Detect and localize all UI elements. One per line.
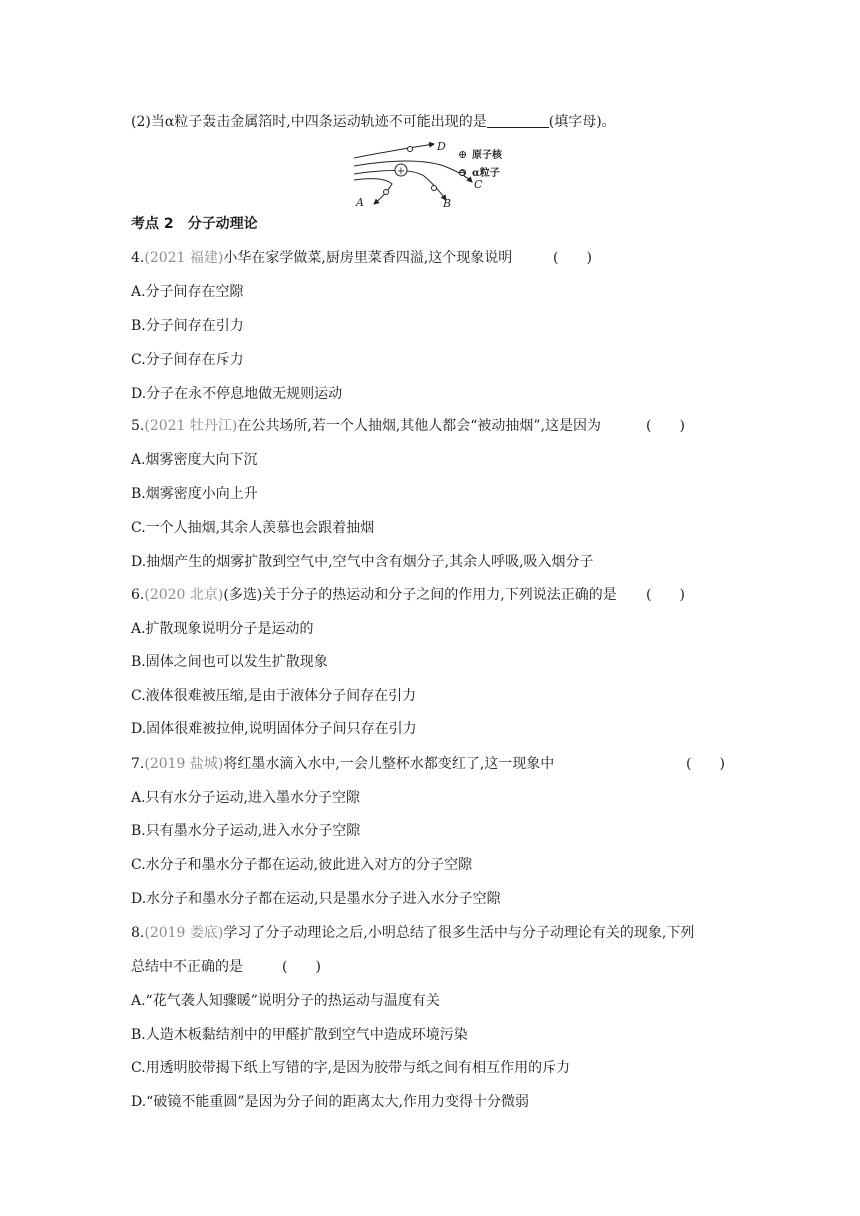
option-b: B.人造木板黏结剂中的甲醛扩散到空气中造成环境污染 [131, 1027, 468, 1043]
question-number: 8. [131, 925, 145, 941]
question-7-stem [131, 754, 554, 774]
option-a: A.只有水分子运动,进入墨水分子空隙 [131, 790, 361, 806]
answer-paren[interactable]: ( ) [646, 418, 685, 434]
question-number: 4. [131, 250, 145, 266]
track-label-a: A [356, 196, 364, 208]
alpha-particle-icon [384, 190, 389, 195]
track-label-d: D [437, 140, 446, 153]
legend-nucleus-symbol: ⊕ [458, 148, 468, 161]
answer-paren[interactable]: ( ) [282, 959, 321, 975]
question-source: (2019 盐城) [144, 756, 224, 772]
option-c: C.水分子和墨水分子都在运动,彼此进入对方的分子空隙 [131, 857, 473, 873]
svg-text:+: + [396, 166, 406, 177]
option-d: D.“破镜不能重圆”是因为分子间的距离太大,作用力变得十分微弱 [131, 1094, 529, 1110]
question-text: 学习了分子动理论之后,小明总结了很多生活中与分子动理论有关的现象,下列 [223, 925, 695, 941]
question-6-stem [131, 585, 617, 605]
question-source: (2021 牡丹江) [144, 418, 238, 434]
option-c: C.一个人抽烟,其余人羡慕也会跟着抽烟 [131, 520, 375, 536]
option-d: D.抽烟产生的烟雾扩散到空气中,空气中含有烟分子,其余人呼吸,吸入烟分子 [131, 554, 594, 570]
legend-alpha-label: α粒子 [472, 168, 500, 179]
question-3-part-2 [131, 112, 616, 132]
answer-paren[interactable]: ( ) [553, 250, 592, 266]
option-d: D.固体很难被拉伸,说明固体分子间只存在引力 [131, 721, 417, 737]
section-heading: 考点 2 分子动理论 [131, 216, 258, 232]
option-c: C.分子间存在斥力 [131, 352, 244, 368]
question-text: 将红墨水滴入水中,一会儿整杯水都变红了,这一现象中 [223, 756, 555, 772]
question-text: 总结中不正确的是 [131, 959, 243, 975]
option-b: B.烟雾密度小向上升 [131, 486, 258, 502]
answer-blank[interactable] [487, 113, 549, 128]
question-number: 7. [131, 756, 145, 772]
option-b: B.固体之间也可以发生扩散现象 [131, 654, 328, 670]
answer-paren[interactable]: ( ) [686, 756, 725, 772]
option-b: B.只有墨水分子运动,进入水分子空隙 [131, 823, 361, 839]
alpha-scattering-figure [354, 136, 534, 208]
question-text: 在公共场所,若一个人抽烟,其他人都会“被动抽烟”,这是因为 [237, 418, 602, 434]
question-8-stem [131, 923, 694, 943]
question-text-end: (填字母)。 [548, 114, 616, 130]
question-8-stem-continued [131, 957, 243, 977]
option-a: A.分子间存在空隙 [131, 284, 244, 300]
question-source: (2020 北京) [144, 587, 224, 603]
question-number: 6. [131, 587, 145, 603]
legend-nucleus-label: 原子核 [472, 150, 502, 161]
option-b: B.分子间存在引力 [131, 318, 244, 334]
track-d [354, 144, 434, 158]
option-d: D.分子在永不停息地做无规则运动 [131, 386, 343, 402]
alpha-particle-icon [408, 147, 413, 152]
answer-paren[interactable]: ( ) [646, 587, 685, 603]
option-a: A.烟雾密度大向下沉 [131, 452, 258, 468]
question-text: (2)当α粒子轰击金属箔时,中四条运动轨迹不可能出现的是 [131, 114, 487, 130]
option-d: D.水分子和墨水分子都在运动,只是墨水分子进入水分子空隙 [131, 891, 501, 907]
option-c: C.用透明胶带揭下纸上写错的字,是因为胶带与纸之间有相互作用的斥力 [131, 1060, 571, 1076]
option-a: A.扩散现象说明分子是运动的 [131, 621, 314, 637]
question-5-stem [131, 416, 601, 436]
question-text: 小华在家学做菜,厨房里菜香四溢,这个现象说明 [223, 250, 513, 266]
track-label-b: B [443, 197, 452, 208]
question-source: (2019 娄底) [144, 925, 224, 941]
option-a: A.“花气袭人知骤暖”说明分子的热运动与温度有关 [131, 993, 440, 1009]
legend-alpha-symbol: ⊖ [458, 166, 468, 179]
question-source: (2021 福建) [144, 250, 224, 266]
question-4-stem [131, 248, 512, 268]
question-number: 5. [131, 418, 145, 434]
option-c: C.液体很难被压缩,是由于液体分子间存在引力 [131, 688, 417, 704]
track-label-c: C [474, 178, 483, 191]
alpha-particle-icon [432, 186, 437, 191]
question-text: (多选)关于分子的热运动和分子之间的作用力,下列说法正确的是 [223, 587, 617, 603]
